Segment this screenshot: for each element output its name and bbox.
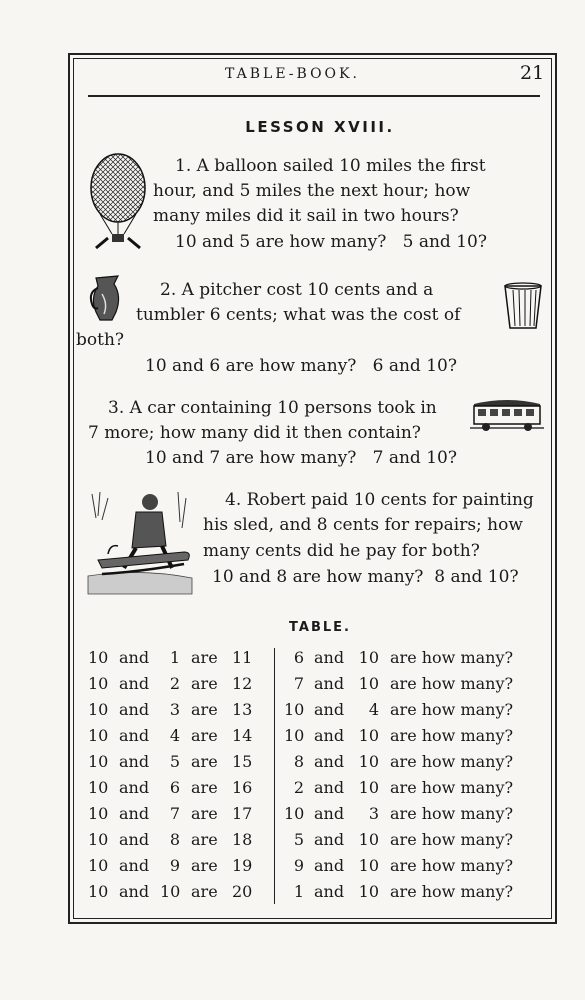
left-addend-b: 10 [160,882,181,901]
left-and: and [119,882,150,901]
problem-1-line-1: 1. A balloon sailed 10 miles the first [175,156,486,176]
right-question: are how many? [390,882,514,901]
left-are: are [191,674,218,693]
table-title: TABLE. [289,620,351,635]
problem-1-line-3: many miles did it sail in two hours? [153,206,459,226]
right-question: are how many? [390,752,514,771]
left-addend-b: 7 [169,804,180,823]
right-addend-b: 4 [368,700,379,719]
right-and: and [314,726,345,745]
right-addend-b: 10 [358,830,379,849]
left-sum: 15 [232,752,253,771]
table-row [0,671,585,697]
left-sum: 20 [232,882,253,901]
left-addend-b: 4 [169,726,180,745]
left-and: and [119,726,150,745]
right-question: are how many? [390,648,514,667]
right-and: and [314,882,345,901]
railcar-icon [470,398,544,434]
left-are: are [191,648,218,667]
right-addend-a: 9 [293,856,304,875]
problem-4-line-2: his sled, and 8 cents for repairs; how [203,515,523,535]
problem-4-line-3: many cents did he pay for both? [203,541,480,561]
left-addend-b: 2 [169,674,180,693]
left-are: are [191,804,218,823]
table-row [0,645,585,671]
tumbler-icon [503,282,543,330]
table-row [0,697,585,723]
right-question: are how many? [390,674,514,693]
right-addend-a: 2 [293,778,304,797]
right-addend-a: 10 [284,726,305,745]
left-are: are [191,700,218,719]
right-addend-b: 10 [358,856,379,875]
left-sum: 19 [232,856,253,875]
sled-boy-icon [88,488,192,594]
left-sum: 13 [232,700,253,719]
left-sum: 18 [232,830,253,849]
table-row [0,853,585,879]
left-are: are [191,882,218,901]
right-and: and [314,752,345,771]
table-row [0,723,585,749]
table-row [0,827,585,853]
problem-3-line-2: 7 more; how many did it then contain? [88,423,421,443]
table-row [0,879,585,905]
right-addend-b: 10 [358,648,379,667]
left-addend-b: 5 [169,752,180,771]
right-addend-b: 10 [358,726,379,745]
right-question: are how many? [390,856,514,875]
right-addend-b: 10 [358,778,379,797]
problem-3-line-1: 3. A car containing 10 persons took in [108,398,437,418]
right-and: and [314,700,345,719]
left-addend-b: 1 [169,648,180,667]
pitcher-icon [88,274,126,324]
right-and: and [314,778,345,797]
balloon-icon [88,152,150,258]
left-addend-a: 10 [88,700,109,719]
left-addend-a: 10 [88,726,109,745]
left-addend-b: 9 [169,856,180,875]
table-row [0,749,585,775]
left-addend-a: 10 [88,674,109,693]
table-row [0,801,585,827]
right-addend-a: 1 [293,882,304,901]
left-addend-a: 10 [88,648,109,667]
right-and: and [314,804,345,823]
right-question: are how many? [390,830,514,849]
right-addend-a: 8 [293,752,304,771]
left-and: and [119,804,150,823]
problem-1-line-2: hour, and 5 miles the next hour; how [153,181,471,201]
right-addend-b: 10 [358,752,379,771]
lesson-title: LESSON XVIII. [245,118,395,136]
left-and: and [119,752,150,771]
left-are: are [191,830,218,849]
right-addend-b: 10 [358,882,379,901]
left-and: and [119,856,150,875]
left-sum: 12 [232,674,253,693]
left-addend-a: 10 [88,804,109,823]
right-addend-a: 10 [284,804,305,823]
left-addend-b: 6 [169,778,180,797]
left-addend-a: 10 [88,882,109,901]
problem-1-question: 10 and 5 are how many? 5 and 10? [175,232,487,252]
left-addend-b: 8 [169,830,180,849]
left-sum: 16 [232,778,253,797]
problem-2-line-3: both? [76,330,125,350]
left-are: are [191,752,218,771]
right-question: are how many? [390,804,514,823]
left-addend-a: 10 [88,830,109,849]
left-addend-a: 10 [88,778,109,797]
right-and: and [314,856,345,875]
table-row [0,775,585,801]
left-and: and [119,674,150,693]
problem-2-question: 10 and 6 are how many? 6 and 10? [145,356,457,376]
left-and: and [119,648,150,667]
right-question: are how many? [390,726,514,745]
problem-2-line-2: tumbler 6 cents; what was the cost of [136,305,461,325]
problem-4-line-1: 4. Robert paid 10 cents for painting [225,490,534,510]
right-and: and [314,674,345,693]
right-and: and [314,648,345,667]
right-addend-b: 3 [368,804,379,823]
problem-4-question: 10 and 8 are how many? 8 and 10? [212,567,519,587]
right-addend-a: 7 [293,674,304,693]
left-addend-a: 10 [88,856,109,875]
right-and: and [314,830,345,849]
left-and: and [119,830,150,849]
right-addend-a: 5 [293,830,304,849]
right-addend-a: 6 [293,648,304,667]
left-and: and [119,700,150,719]
left-are: are [191,726,218,745]
running-header: TABLE-BOOK. [225,66,360,82]
left-are: are [191,778,218,797]
page-number: 21 [520,62,545,84]
left-sum: 14 [232,726,253,745]
left-are: are [191,856,218,875]
right-addend-b: 10 [358,674,379,693]
left-addend-b: 3 [169,700,180,719]
left-addend-a: 10 [88,752,109,771]
problem-3-question: 10 and 7 are how many? 7 and 10? [145,448,457,468]
left-sum: 17 [232,804,253,823]
right-addend-a: 10 [284,700,305,719]
header-rule [88,95,540,97]
problem-2-line-1: 2. A pitcher cost 10 cents and a [160,280,434,300]
left-and: and [119,778,150,797]
right-question: are how many? [390,700,514,719]
left-sum: 11 [232,648,253,667]
right-question: are how many? [390,778,514,797]
